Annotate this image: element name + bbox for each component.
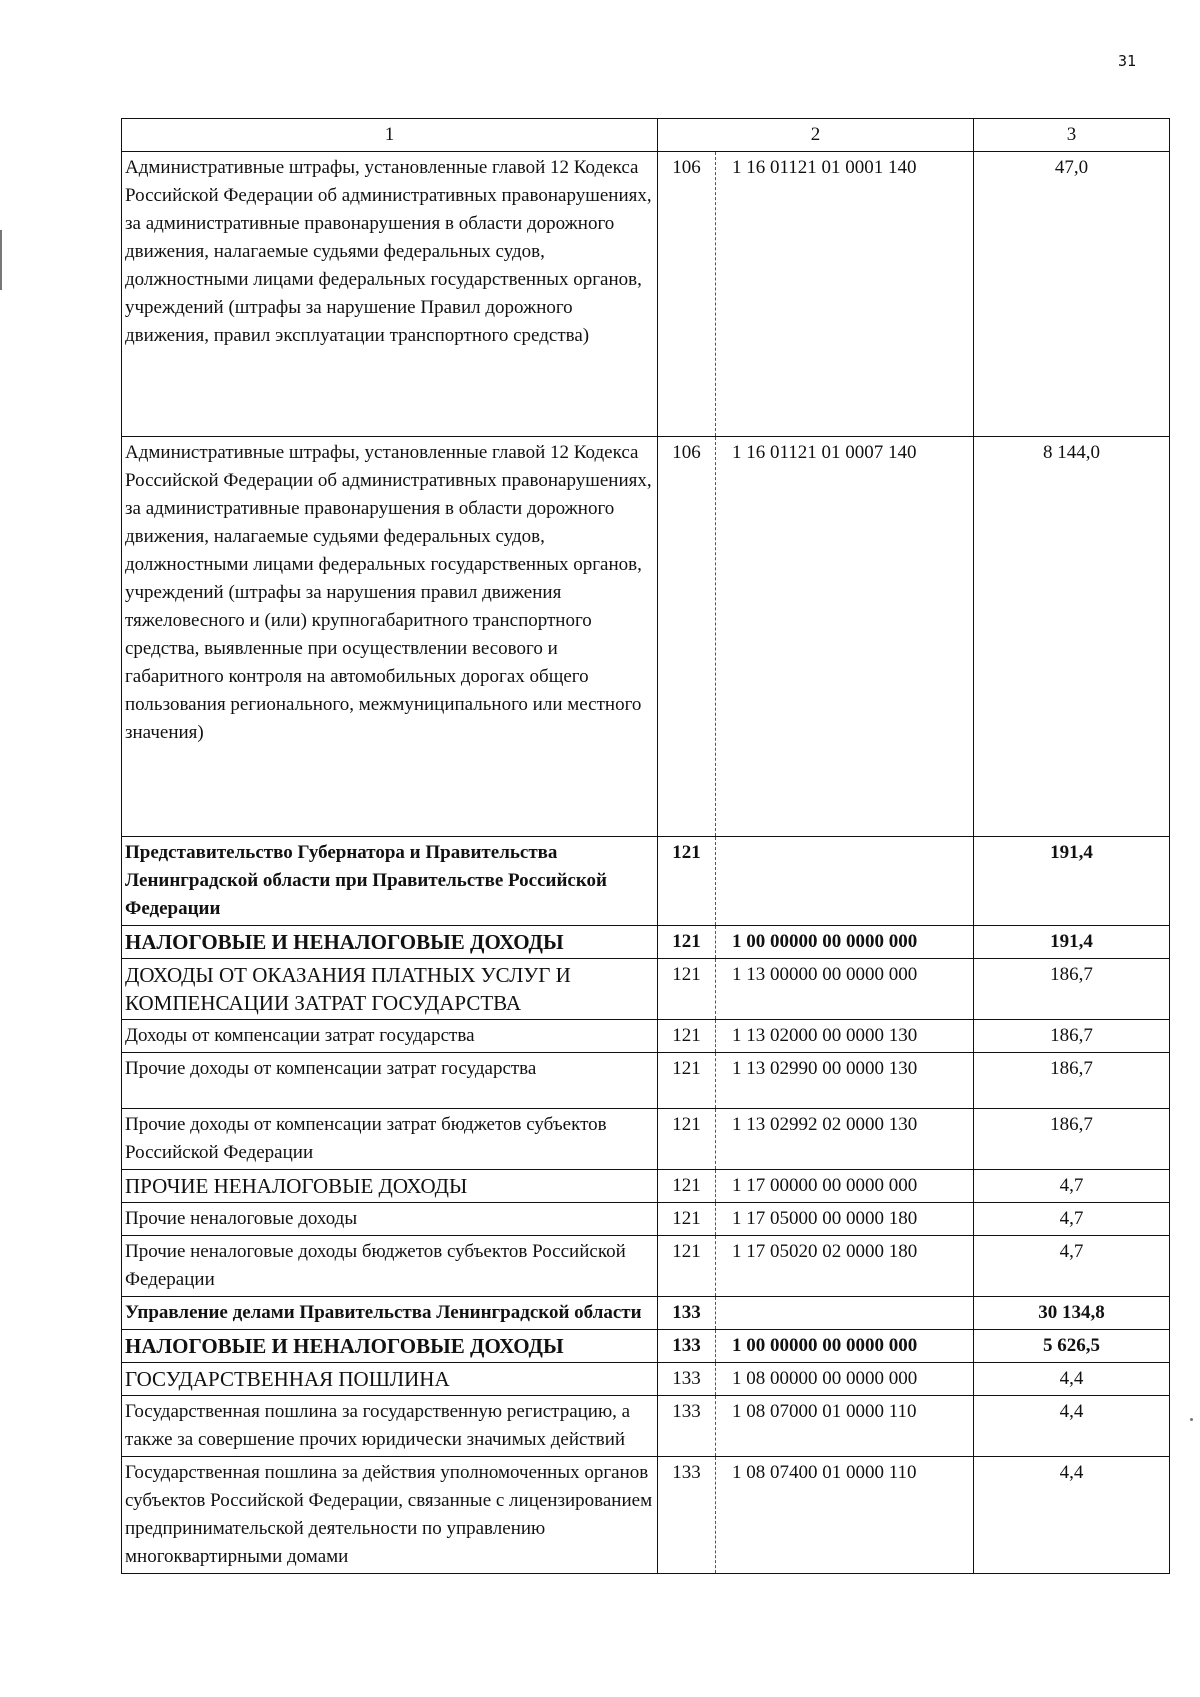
row-admin-code: 121 [658, 1020, 716, 1053]
row-amount: 186,7 [974, 959, 1170, 1020]
row-amount: 30 134,8 [974, 1297, 1170, 1330]
row-amount: 186,7 [974, 1109, 1170, 1170]
table-row [122, 1363, 1170, 1396]
page-number: 31 [1118, 52, 1137, 70]
row-admin-code: 121 [658, 1053, 716, 1109]
row-budget-code: 1 13 02992 02 0000 130 [716, 1109, 974, 1170]
row-budget-code: 1 13 02990 00 0000 130 [716, 1053, 974, 1109]
row-budget-code: 1 08 00000 00 0000 000 [716, 1363, 974, 1396]
table-row [122, 837, 1170, 926]
table-row [122, 1203, 1170, 1236]
row-amount: 5 626,5 [974, 1330, 1170, 1363]
table-row [122, 437, 1170, 837]
scan-artifact-dot [1190, 1418, 1193, 1421]
row-budget-code: 1 00 00000 00 0000 000 [716, 1330, 974, 1363]
row-amount: 4,7 [974, 1170, 1170, 1203]
table-row [122, 1457, 1170, 1574]
row-admin-code: 121 [658, 1203, 716, 1236]
row-budget-code: 1 08 07000 01 0000 110 [716, 1396, 974, 1457]
row-amount: 8 144,0 [974, 437, 1170, 837]
row-name: ПРОЧИЕ НЕНАЛОГОВЫЕ ДОХОДЫ [122, 1170, 658, 1203]
header-col-2: 2 [658, 119, 974, 152]
row-budget-code: 1 17 05020 02 0000 180 [716, 1236, 974, 1297]
row-name: Прочие неналоговые доходы [122, 1203, 658, 1236]
row-budget-code [716, 837, 974, 926]
row-admin-code: 121 [658, 837, 716, 926]
row-budget-code: 1 16 01121 01 0001 140 [716, 152, 974, 437]
row-admin-code: 121 [658, 1170, 716, 1203]
table-row [122, 1297, 1170, 1330]
row-amount: 191,4 [974, 837, 1170, 926]
budget-revenue-table [121, 118, 1170, 1574]
row-amount: 4,4 [974, 1363, 1170, 1396]
row-name: Прочие неналоговые доходы бюджетов субъектов Российской Федерации [122, 1236, 658, 1297]
table-row [122, 1020, 1170, 1053]
row-name: ГОСУДАРСТВЕННАЯ ПОШЛИНА [122, 1363, 658, 1396]
row-budget-code: 1 17 05000 00 0000 180 [716, 1203, 974, 1236]
row-budget-code [716, 1297, 974, 1330]
row-amount: 4,7 [974, 1203, 1170, 1236]
row-name: Представительство Губернатора и Правительства Ленинградской области при Правительстве Российской Федерации [122, 837, 658, 926]
row-name: ДОХОДЫ ОТ ОКАЗАНИЯ ПЛАТНЫХ УСЛУГ И КОМПЕНСАЦИИ ЗАТРАТ ГОСУДАРСТВА [122, 959, 658, 1020]
table-row [122, 152, 1170, 437]
table-row [122, 1396, 1170, 1457]
row-amount: 4,4 [974, 1457, 1170, 1574]
scan-artifact-mark [0, 230, 2, 290]
header-col-3: 3 [974, 119, 1170, 152]
row-amount: 186,7 [974, 1020, 1170, 1053]
row-amount: 186,7 [974, 1053, 1170, 1109]
row-admin-code: 121 [658, 959, 716, 1020]
table-row [122, 1330, 1170, 1363]
row-admin-code: 106 [658, 152, 716, 437]
row-budget-code: 1 17 00000 00 0000 000 [716, 1170, 974, 1203]
row-admin-code: 121 [658, 1236, 716, 1297]
row-budget-code: 1 16 01121 01 0007 140 [716, 437, 974, 837]
row-name: НАЛОГОВЫЕ И НЕНАЛОГОВЫЕ ДОХОДЫ [122, 926, 658, 959]
row-budget-code: 1 13 00000 00 0000 000 [716, 959, 974, 1020]
row-name: Прочие доходы от компенсации затрат государства [122, 1053, 658, 1109]
table-row [122, 1053, 1170, 1109]
row-name: Административные штрафы, установленные главой 12 Кодекса Российской Федерации об административных правонарушениях, за административные правонарушения в области дорожного движения, налагаемые судьями федеральных судов, должностными лицами федеральных государственных органов, учреждений (штрафы за нарушения правил движения тяжеловесного и (или) крупногабаритного транспортного средства, выявленные при осуществлении весового и габаритного контроля на автомобильных дорогах общего пользования регионального, межмуниципального или местного значения) [122, 437, 658, 837]
row-amount: 191,4 [974, 926, 1170, 959]
row-amount: 4,4 [974, 1396, 1170, 1457]
row-admin-code: 133 [658, 1363, 716, 1396]
row-name: Государственная пошлина за действия уполномоченных органов субъектов Российской Федерации, связанные с лицензированием предпринимательской деятельности по управлению многоквартирными домами [122, 1457, 658, 1574]
row-admin-code: 133 [658, 1330, 716, 1363]
row-amount: 4,7 [974, 1236, 1170, 1297]
row-amount: 47,0 [974, 152, 1170, 437]
table-row [122, 926, 1170, 959]
row-admin-code: 133 [658, 1396, 716, 1457]
table-row [122, 959, 1170, 1020]
row-budget-code: 1 13 02000 00 0000 130 [716, 1020, 974, 1053]
row-name: Доходы от компенсации затрат государства [122, 1020, 658, 1053]
row-budget-code: 1 00 00000 00 0000 000 [716, 926, 974, 959]
table-row [122, 1170, 1170, 1203]
row-name: Государственная пошлина за государственную регистрацию, а также за совершение прочих юридически значимых действий [122, 1396, 658, 1457]
table-row [122, 1236, 1170, 1297]
row-budget-code: 1 08 07400 01 0000 110 [716, 1457, 974, 1574]
row-admin-code: 121 [658, 926, 716, 959]
table-row [122, 1109, 1170, 1170]
table-header-row [122, 119, 1170, 152]
row-name: Прочие доходы от компенсации затрат бюджетов субъектов Российской Федерации [122, 1109, 658, 1170]
row-admin-code: 133 [658, 1297, 716, 1330]
row-name: НАЛОГОВЫЕ И НЕНАЛОГОВЫЕ ДОХОДЫ [122, 1330, 658, 1363]
row-admin-code: 106 [658, 437, 716, 837]
row-admin-code: 121 [658, 1109, 716, 1170]
row-name: Управление делами Правительства Ленинградской области [122, 1297, 658, 1330]
row-admin-code: 133 [658, 1457, 716, 1574]
header-col-1: 1 [122, 119, 658, 152]
row-name: Административные штрафы, установленные главой 12 Кодекса Российской Федерации об административных правонарушениях, за административные правонарушения в области дорожного движения, налагаемые судьями федеральных судов, должностными лицами федеральных государственных органов, учреждений (штрафы за нарушение Правил дорожного движения, правил эксплуатации транспортного средства) [122, 152, 658, 437]
